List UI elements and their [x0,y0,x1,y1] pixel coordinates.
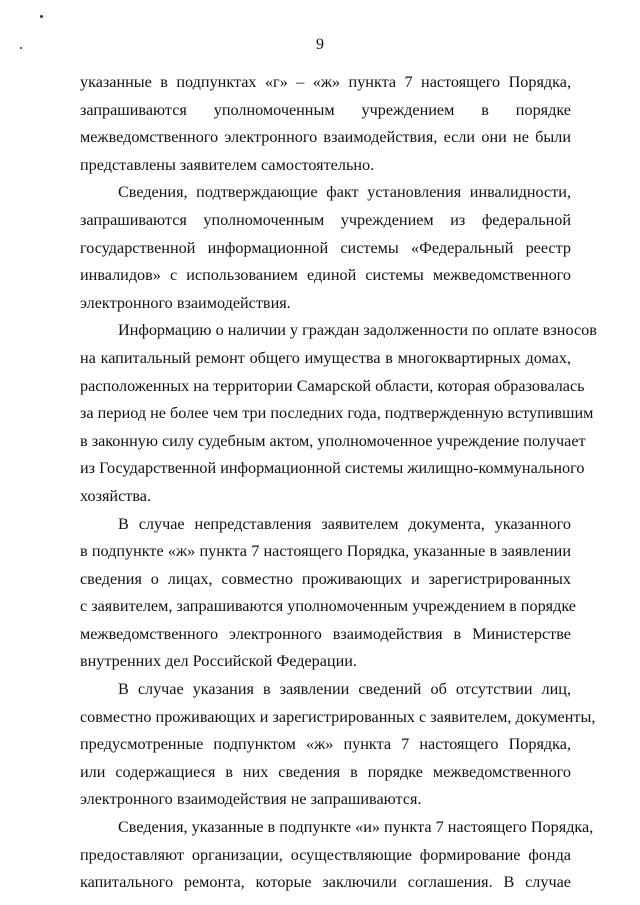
text-line: предусмотренные подпунктом «ж» пункта 7 настоящего Порядка, [80,735,571,754]
text-line: Информацию о наличии у граждан задолженности по оплате взносов [118,321,597,340]
paragraph [80,814,594,897]
text-line: в законную силу судебным актом, уполномоченное учреждение получает [80,431,586,450]
document-body [80,69,597,897]
text-line: в подпункте «ж» пункта 7 настоящего Порядка, указанные в заявлении [80,542,571,561]
text-line: внутренних дел Российской Федерации. [80,652,357,671]
text-line: представлены заявителем самостоятельно. [80,155,375,174]
paragraph [80,317,597,510]
text-line: межведомственного электронного взаимодействия, если они не были [80,128,571,147]
text-line: инвалидов» с использованием единой системы межведомственного [80,266,571,285]
text-line: на капитальный ремонт общего имущества в многоквартирных домах, [80,348,571,367]
text-line: межведомственного электронного взаимодействия в Министерстве [80,624,571,643]
page-number: 9 [316,36,324,53]
text-line: сведения о лицах, совместно проживающих и зарегистрированных [80,569,571,588]
text-line: государственной информационной системы «Федеральный реестр [80,238,571,257]
text-line: за период не более чем три последних года, подтвержденную вступившим [80,404,594,423]
text-line: Сведения, указанные в подпункте «и» пункта 7 настоящего Порядка, [118,818,594,837]
paragraph [80,69,571,179]
text-line: электронного взаимодействия. [80,293,291,312]
text-line: совместно проживающих и зарегистрированных с заявителем, документы, [80,707,596,726]
text-line: В случае указания в заявлении сведений об отсутствии лиц, [118,680,571,699]
text-line: хозяйства. [80,486,151,505]
text-line: с заявителем, запрашиваются уполномоченным учреждением в порядке [80,597,576,616]
paragraph [80,511,576,677]
text-line: указанные в подпунктах «г» – «ж» пункта 7 настоящего Порядка, [80,73,571,91]
text-line: расположенных на территории Самарской области, которая образовалась [80,376,585,395]
paragraph [80,179,571,317]
scan-speck-mark [40,15,43,18]
text-line: Сведения, подтверждающие факт установления инвалидности, [118,183,571,202]
text-line: или содержащиеся в них сведения в порядке межведомственного [80,762,571,781]
text-line: запрашиваются уполномоченным учреждением в порядке [80,100,571,119]
text-line: электронного взаимодействия не запрашиваются. [80,790,422,809]
text-line: В случае непредставления заявителем документа, указанного [118,514,571,533]
paragraph [80,676,596,814]
text-line: запрашиваются уполномоченным учреждением из федеральной [80,210,571,229]
text-line: из Государственной информационной системы жилищно-коммунального [80,459,585,478]
text-line: капитального ремонта, которые заключили соглашения. В случае [80,873,571,892]
text-line: предоставляют организации, осуществляющие формирование фонда [80,845,571,864]
